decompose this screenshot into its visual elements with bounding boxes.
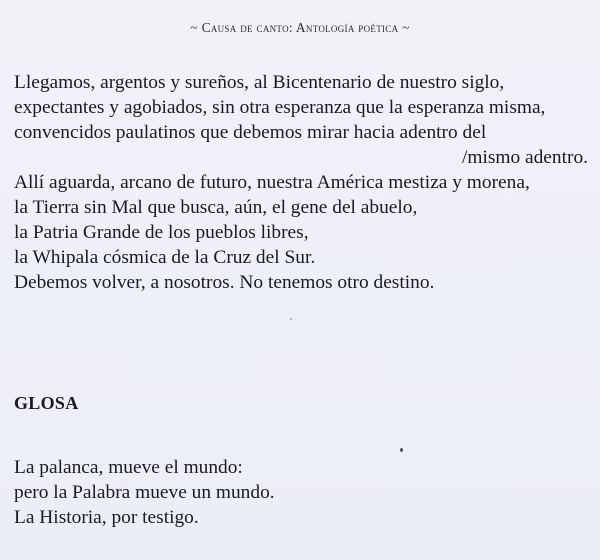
poem-line: convencidos paulatinos que debemos mirar hacia adentro del — [14, 122, 487, 143]
poem-line: expectantes y agobiados, sin otra esperanza que la esperanza misma, — [14, 97, 546, 118]
poem-line: la Tierra sin Mal que busca, aún, el gene del abuelo, — [14, 197, 418, 218]
poem-line-continuation: /mismo adentro. — [461, 147, 588, 168]
poem-line: la Whipala cósmica de la Cruz del Sur. — [14, 247, 316, 268]
gloss-line: La palanca, mueve el mundo: — [14, 457, 243, 478]
poem-line: Llegamos, argentos y sureños, al Bicentenario de nuestro siglo, — [14, 72, 505, 93]
running-head: ~ Causa de canto: Antología poética ~ — [190, 20, 410, 35]
gloss-line: La Historia, por testigo. — [14, 507, 199, 528]
poem-line: la Patria Grande de los pueblos libres, — [14, 222, 309, 243]
section-heading: GLOSA — [14, 393, 79, 413]
print-speck — [400, 448, 403, 452]
gloss-stanza — [14, 455, 594, 530]
poem-line: Allí aguarda, arcano de futuro, nuestra América mestiza y morena, — [14, 172, 530, 193]
poem-line: Debemos volver, a nosotros. No tenemos otro destino. — [14, 272, 435, 293]
gloss-line: pero la Palabra mueve un mundo. — [14, 482, 275, 503]
poem-stanza — [14, 70, 594, 295]
print-speck — [290, 318, 292, 320]
